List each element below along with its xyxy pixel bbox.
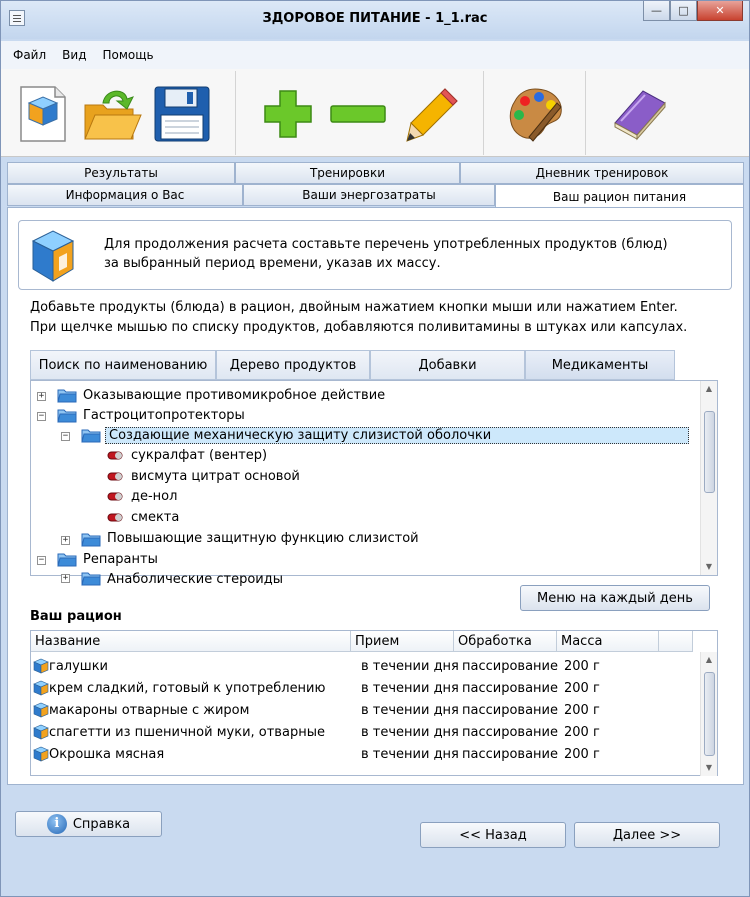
toolbar-separator xyxy=(235,71,236,155)
info-line-1: Для продолжения расчета составьте перечень употребленных продуктов (блюд) xyxy=(104,237,668,252)
cell-name: спагетти из пшеничной муки, отварные xyxy=(49,725,325,740)
tab-medications[interactable]: Медикаменты xyxy=(525,350,675,380)
column-header-mass[interactable]: Масса xyxy=(557,631,659,652)
tab-your-info[interactable]: Информация о Вас xyxy=(7,184,243,206)
tree-node[interactable]: де-нол xyxy=(131,488,178,504)
tree-node[interactable]: Повышающие защитную функцию слизистой xyxy=(107,530,419,546)
tree-node-label: Создающие механическую защиту слизистой оболочки xyxy=(105,427,689,444)
info-box xyxy=(18,220,732,290)
product-cube-icon xyxy=(33,702,49,718)
folder-icon xyxy=(57,388,77,403)
pill-icon xyxy=(107,451,123,460)
toolbar xyxy=(1,69,749,157)
pill-icon xyxy=(107,472,123,481)
menu-help[interactable]: Помощь xyxy=(102,48,154,62)
cell-intake: в течении дня xyxy=(361,747,459,762)
tree-expander[interactable]: + xyxy=(38,391,45,401)
folder-icon xyxy=(81,532,101,547)
ration-table[interactable] xyxy=(30,630,718,776)
cell-mass: 200 г xyxy=(564,703,600,718)
tree-expander[interactable]: − xyxy=(62,431,69,441)
table-row[interactable] xyxy=(31,656,691,678)
cell-name: макароны отварные с жиром xyxy=(49,703,250,718)
tree-node[interactable]: смекта xyxy=(131,509,180,525)
scroll-down-arrow-icon[interactable]: ▼ xyxy=(705,763,713,772)
scroll-up-arrow-icon[interactable]: ▲ xyxy=(705,384,713,393)
save-floppy-icon[interactable] xyxy=(151,83,211,145)
instructions-line-2: При щелчке мышью по списку продуктов, добавляются поливитамины в штуках или капсулах. xyxy=(30,320,688,335)
pill-icon xyxy=(107,513,123,522)
tree-expander[interactable]: + xyxy=(62,535,69,545)
scroll-up-arrow-icon[interactable]: ▲ xyxy=(705,655,713,664)
info-line-2: за выбранный период времени, указав их массу. xyxy=(104,256,441,271)
folder-open-icon xyxy=(81,428,101,443)
cell-processing: пассирование xyxy=(462,681,558,696)
tree-node[interactable]: Репаранты xyxy=(83,551,158,567)
tree-expander[interactable]: − xyxy=(38,555,45,565)
tab-product-tree[interactable]: Дерево продуктов xyxy=(216,350,370,380)
search-tabs xyxy=(30,350,675,380)
menu-view[interactable]: Вид xyxy=(62,48,87,62)
help-button[interactable] xyxy=(15,811,162,837)
cell-intake: в течении дня xyxy=(361,681,459,696)
cell-mass: 200 г xyxy=(564,681,600,696)
table-row[interactable] xyxy=(31,744,691,766)
tree-node[interactable]: Гастроцитопротекторы xyxy=(83,407,245,423)
column-header-name[interactable]: Название xyxy=(31,631,351,652)
title-bar xyxy=(1,1,749,39)
instructions xyxy=(30,298,687,338)
new-document-icon[interactable] xyxy=(13,83,73,145)
cell-name: Окрошка мясная xyxy=(49,747,165,762)
table-row[interactable] xyxy=(31,700,691,722)
tabs-row-top xyxy=(7,162,744,184)
info-text xyxy=(104,235,668,273)
folder-icon xyxy=(81,571,101,586)
instructions-line-1: Добавьте продукты (блюда) в рацион, двойным нажатием кнопки мыши или нажатием Enter. xyxy=(30,300,678,315)
daily-menu-button[interactable]: Меню на каждый день xyxy=(520,585,710,611)
tab-supplements[interactable]: Добавки xyxy=(370,350,525,380)
cell-mass: 200 г xyxy=(564,747,600,762)
menu-bar xyxy=(1,41,749,69)
tree-expander[interactable]: + xyxy=(62,573,69,583)
tree-node[interactable]: висмута цитрат основой xyxy=(131,468,300,484)
back-button[interactable]: << Назад xyxy=(420,822,566,848)
product-cube-icon xyxy=(33,658,49,674)
scroll-down-arrow-icon[interactable]: ▼ xyxy=(705,562,713,571)
cell-intake: в течении дня xyxy=(361,703,459,718)
table-header xyxy=(31,631,693,652)
product-cube-icon xyxy=(33,724,49,740)
open-folder-icon[interactable] xyxy=(81,83,141,145)
tab-training-diary[interactable]: Дневник тренировок xyxy=(460,162,744,184)
tab-trainings[interactable]: Тренировки xyxy=(235,162,460,184)
product-tree[interactable] xyxy=(30,380,718,587)
cell-mass: 200 г xyxy=(564,725,600,740)
toolbar-separator xyxy=(483,71,484,155)
cell-intake: в течении дня xyxy=(361,725,459,740)
help-button-label: Справка xyxy=(72,816,131,832)
tab-search-by-name[interactable]: Поиск по наименованию xyxy=(30,350,216,380)
ration-title: Ваш рацион xyxy=(30,609,122,624)
cell-name: крем сладкий, готовый к употреблению xyxy=(49,681,326,696)
minimize-button[interactable]: — xyxy=(643,1,670,21)
info-cube-icon xyxy=(27,227,79,285)
tree-expander[interactable]: − xyxy=(38,411,45,421)
diet-panel xyxy=(7,207,744,785)
cell-processing: пассирование xyxy=(462,747,558,762)
pill-icon xyxy=(107,492,123,501)
cell-mass: 200 г xyxy=(564,659,600,674)
menu-file[interactable]: Файл xyxy=(13,48,47,62)
edit-pencil-icon[interactable] xyxy=(401,83,461,145)
tree-node-selected[interactable] xyxy=(105,425,689,445)
tree-node[interactable]: Анаболические стероиды xyxy=(107,571,283,587)
scroll-thumb[interactable] xyxy=(704,672,715,756)
add-plus-icon[interactable] xyxy=(257,83,317,145)
info-icon: i xyxy=(47,814,67,834)
column-header-intake[interactable]: Прием xyxy=(351,631,454,652)
maximize-button[interactable]: □ xyxy=(670,1,697,21)
table-row[interactable] xyxy=(31,678,691,700)
close-button[interactable]: ✕ xyxy=(697,1,743,21)
remove-minus-icon[interactable] xyxy=(327,83,387,145)
column-header-processing[interactable]: Обработка xyxy=(454,631,557,652)
cell-processing: пассирование xyxy=(462,703,558,718)
folder-icon xyxy=(57,552,77,567)
cell-processing: пассирование xyxy=(462,659,558,674)
tree-scrollbar[interactable] xyxy=(700,381,717,575)
tree-node[interactable]: сукралфат (вентер) xyxy=(131,447,268,463)
book-icon[interactable] xyxy=(607,83,667,145)
cell-processing: пассирование xyxy=(462,725,558,740)
product-cube-icon xyxy=(33,680,49,696)
cell-name: галушки xyxy=(49,659,108,674)
tabs-row-bottom xyxy=(7,184,744,208)
toolbar-separator xyxy=(585,71,586,155)
palette-icon[interactable] xyxy=(503,83,563,145)
column-header-extra xyxy=(659,631,693,652)
cell-intake: в течении дня xyxy=(361,659,459,674)
window-title: ЗДОРОВОЕ ПИТАНИЕ - 1_1.rac xyxy=(262,11,488,26)
product-cube-icon xyxy=(33,746,49,762)
tab-your-diet[interactable]: Ваш рацион питания xyxy=(495,184,744,208)
table-row[interactable] xyxy=(31,722,691,744)
tab-results[interactable]: Результаты xyxy=(7,162,235,184)
tab-energy-expenditure[interactable]: Ваши энергозатраты xyxy=(243,184,495,206)
table-scrollbar[interactable] xyxy=(700,652,717,776)
scroll-thumb[interactable] xyxy=(704,411,715,493)
next-button[interactable]: Далее >> xyxy=(574,822,720,848)
folder-icon xyxy=(57,408,77,423)
tree-node[interactable]: Оказывающие противомикробное действие xyxy=(83,387,386,403)
